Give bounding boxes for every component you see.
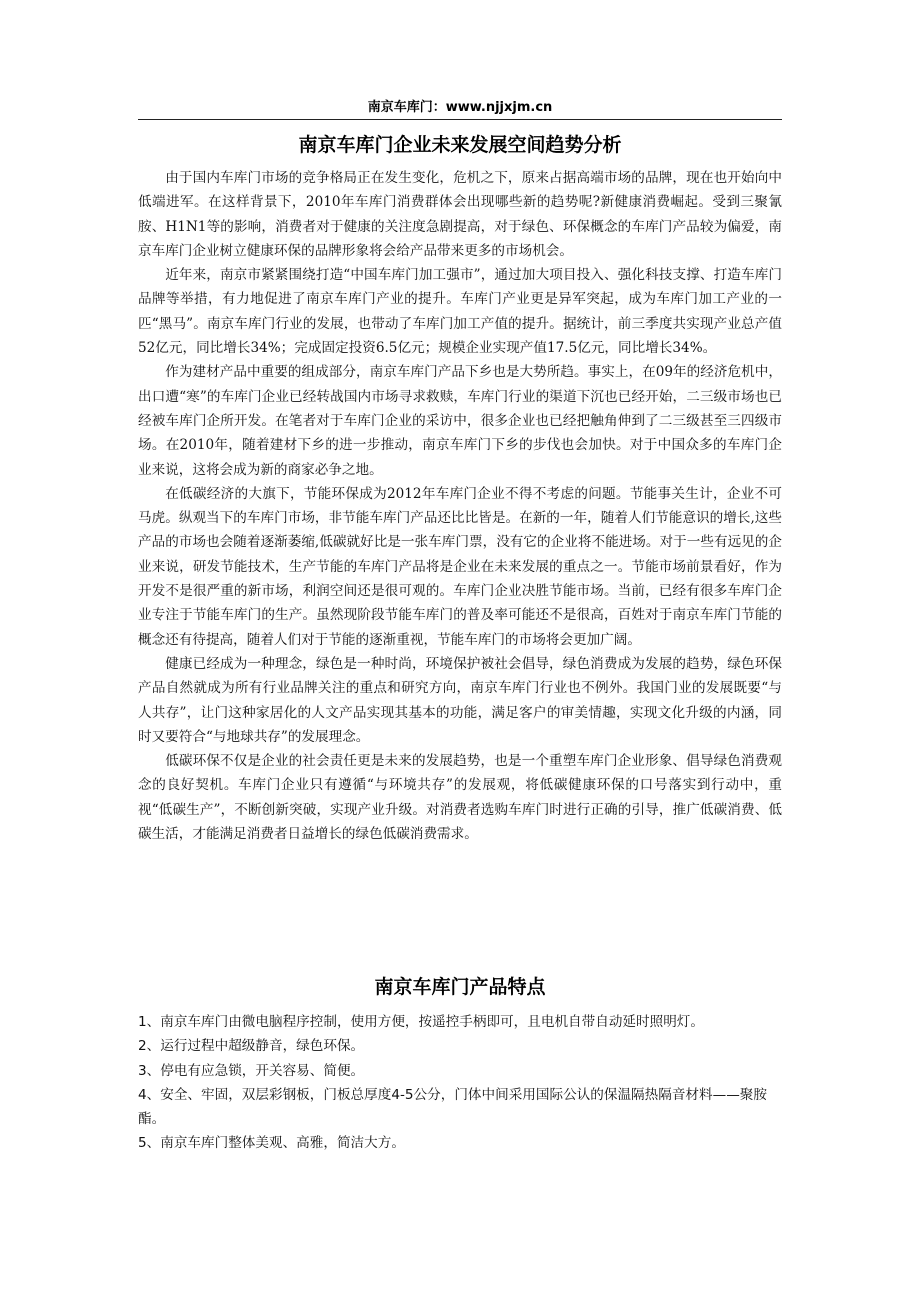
paragraph: 由于国内车库门市场的竞争格局正在发生变化，危机之下，原来占据高端市场的品牌，现在也开始向中低端进军。在这样背景下，2010年车库门消费群体会出现哪些新的趋势呢?新健康消费崛起。受到三聚氰胺、H1N1等的影响，消费者对于健康的关注度急剧提高，对于绿色、环保概念的车库门产品较为偏爱，南京车库门企业树立健康环保的品牌形象将会给产品带来更多的市场机会。 (138, 170, 782, 259)
page-header: 南京车库门：www.njjxjm.cn (367, 100, 553, 115)
article-body (138, 166, 782, 846)
feature-list (138, 1010, 782, 1156)
paragraph: 健康已经成为一种理念，绿色是一种时尚，环境保护被社会倡导，绿色消费成为发展的趋势，绿色环保产品自然就成为所有行业品牌关注的重点和研究方向，南京车库门行业也不例外。我国门业的发展既要“与人共存”，让门这种家居化的人文产品实现其基本的功能，满足客户的审美情趣，实现文化升级的内涵，同时又要符合“与地球共存”的发展理念。 (138, 655, 782, 745)
list-item: 5、南京车库门整体美观、高雅，简洁大方。 (138, 1135, 405, 1152)
list-item: 4、安全、牢固，双层彩钢板，门板总厚度4-5公分，门体中间采用国际公认的保温隔热隔音材料——聚胺酯。 (138, 1086, 767, 1128)
page-title: 南京车库门企业未来发展空间趋势分析 (298, 134, 622, 156)
paragraph: 近年来，南京市紧紧围绕打造“中国车库门加工强市”，通过加大项目投入、强化科技支撑、打造车库门品牌等举措，有力地促进了南京车库门产业的提升。车库门产业更是异军突起，成为车库门加工产业的一匹“黑马”。南京车库门行业的发展，也带动了车库门加工产值的提升。据统计，前三季度共实现产业总产值52亿元，同比增长34%；完成固定投资6.5亿元；规模企业实现产值17.5亿元，同比增长34%。 (138, 267, 782, 357)
list-item: 3、停电有应急锁，开关容易、简便。 (138, 1062, 365, 1079)
paragraph: 在低碳经济的大旗下，节能环保成为2012年车库门企业不得不考虑的问题。节能事关生计，企业不可马虎。纵观当下的车库门市场，非节能车库门产品还比比皆是。在新的一年，随着人们节能意识的增长,这些产品的市场也会随着逐渐萎缩,低碳就好比是一张车库门票，没有它的企业将不能进场。对于一些有远见的企业来说，研发节能技术，生产节能的车库门产品将是企业在未来发展的重点之一。节能市场前景看好，作为开发不是很严重的新市场，利润空间还是很可观的。车库门企业决胜节能市场。当前，已经有很多车库门企业专注于节能车库门的生产。虽然现阶段节能车库门的普及率可能还不是很高，百姓对于南京车库门节能的概念还有待提高，随着人们对于节能的逐渐重视，节能车库门的市场将会更加广阔。 (138, 485, 782, 648)
paragraph: 作为建材产品中重要的组成部分，南京车库门产品下乡也是大势所趋。事实上，在09年的经济危机中，出口遭“寒”的车库门企业已经转战国内市场寻求救赎，车库门行业的渠道下沉也已经开始，二三级市场也已经被车库门企所开发。在笔者对于车库门企业的采访中，很多企业也已经把触角伸到了二三级甚至三四级市场。在2010年，随着建材下乡的进一步推动，南京车库门下乡的步伐也会加快。对于中国众多的车库门企业来说，这将会成为新的商家必争之地。 (138, 364, 782, 478)
section-title: 南京车库门产品特点 (374, 976, 546, 998)
list-item: 1、南京车库门由微电脑程序控制，使用方便，按遥控手柄即可，且电机自带自动延时照明灯。 (138, 1014, 704, 1030)
header-divider (138, 119, 782, 120)
list-item: 2、运行过程中超级静音，绿色环保。 (138, 1038, 365, 1055)
paragraph: 低碳环保不仅是企业的社会责任更是未来的发展趋势，也是一个重塑车库门企业形象、倡导绿色消费观念的良好契机。车库门企业只有遵循“与环境共存”的发展观，将低碳健康环保的口号落实到行动中，重视“低碳生产”，不断创新突破，实现产业升级。对消费者选购车库门时进行正确的引导，推广低碳消费、低碳生活，才能满足消费者日益增长的绿色低碳消费需求。 (138, 753, 782, 843)
